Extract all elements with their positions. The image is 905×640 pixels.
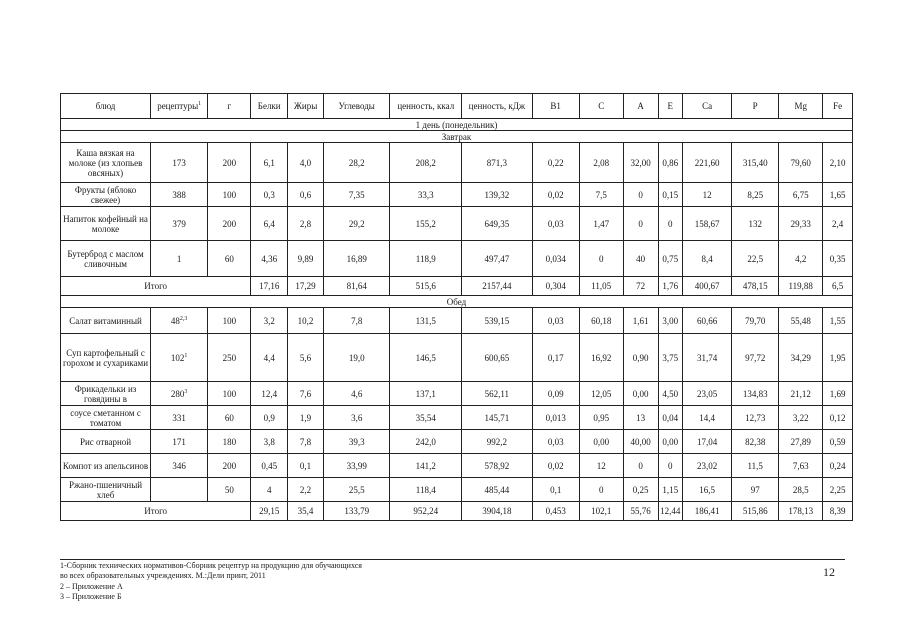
value-cell: 0: [623, 183, 658, 207]
value-cell: 0,3: [251, 183, 288, 207]
value-cell: 600,65: [462, 334, 533, 382]
total-value: 0,304: [532, 277, 579, 296]
value-cell: 34,29: [779, 334, 823, 382]
total-value: 29,15: [251, 502, 288, 521]
value-cell: 7,63: [779, 454, 823, 478]
total-label: Итого: [61, 502, 251, 521]
header-cell: P: [732, 94, 779, 119]
value-cell: 60,66: [683, 308, 732, 334]
total-value: 6,5: [823, 277, 853, 296]
value-cell: 1,47: [579, 207, 623, 241]
value-cell: 578,92: [462, 454, 533, 478]
value-cell: 25,5: [323, 478, 390, 502]
value-cell: 0,24: [823, 454, 853, 478]
total-value: 72: [623, 277, 658, 296]
value-cell: 1: [151, 241, 208, 277]
value-cell: 562,11: [462, 382, 533, 406]
value-cell: 0,95: [579, 406, 623, 430]
header-cell: B1: [532, 94, 579, 119]
value-cell: 0: [579, 241, 623, 277]
value-cell: 100: [208, 183, 251, 207]
total-value: 102,1: [579, 502, 623, 521]
value-cell: 4,4: [251, 334, 288, 382]
value-cell: [151, 478, 208, 502]
value-cell: $280^3$: [151, 382, 208, 406]
value-cell: 7,8: [323, 308, 390, 334]
recipe-footnote-mark: 2,3: [179, 315, 188, 322]
value-cell: 29,33: [779, 207, 823, 241]
total-value: 952,24: [390, 502, 462, 521]
lunch-title-row-cell: Обед: [61, 296, 853, 308]
value-cell: 17,04: [683, 430, 732, 454]
value-cell: 1,61: [623, 308, 658, 334]
header-row: [61, 94, 853, 119]
value-cell: 7,8: [288, 430, 324, 454]
meal-row: [61, 143, 853, 183]
total-value: 1,76: [658, 277, 683, 296]
value-cell: 0: [579, 478, 623, 502]
value-cell: 21,12: [779, 382, 823, 406]
total-value: 515,6: [390, 277, 462, 296]
meal-row: [61, 382, 853, 406]
value-cell: 16,89: [323, 241, 390, 277]
value-cell: 0,9: [251, 406, 288, 430]
value-cell: 0,03: [532, 207, 579, 241]
value-cell: 6,4: [251, 207, 288, 241]
value-cell: 4: [251, 478, 288, 502]
value-cell: 28,2: [323, 143, 390, 183]
value-cell: $102^1$: [151, 334, 208, 382]
value-cell: 0,02: [532, 454, 579, 478]
value-cell: 0,86: [658, 143, 683, 183]
meal-row: [61, 183, 853, 207]
lunch-total-row: [61, 502, 853, 521]
value-cell: 118,4: [390, 478, 462, 502]
total-value: 186,41: [683, 502, 732, 521]
page-number: 12: [823, 565, 835, 579]
value-cell: 0: [658, 454, 683, 478]
total-value: 2157,44: [462, 277, 533, 296]
total-value: 17,16: [251, 277, 288, 296]
value-cell: 97,72: [732, 334, 779, 382]
value-cell: 208,2: [390, 143, 462, 183]
value-cell: 35,54: [390, 406, 462, 430]
value-cell: 19,0: [323, 334, 390, 382]
header-cell: г: [208, 94, 251, 119]
value-cell: 7,5: [579, 183, 623, 207]
footnote-1: 1-Сборник технических нормативов-Сборник рецептур на продукцию для обучающихся: [60, 561, 362, 570]
value-cell: 3,2: [251, 308, 288, 334]
value-cell: 145,71: [462, 406, 533, 430]
value-cell: 134,83: [732, 382, 779, 406]
dish-name: Салат витаминный: [61, 308, 151, 334]
value-cell: 8,4: [683, 241, 732, 277]
total-value: 119,88: [779, 277, 823, 296]
value-cell: 539,15: [462, 308, 533, 334]
value-cell: 55,48: [779, 308, 823, 334]
value-cell: 27,89: [779, 430, 823, 454]
value-cell: 28,5: [779, 478, 823, 502]
value-cell: 5,6: [288, 334, 324, 382]
value-cell: 0,25: [623, 478, 658, 502]
value-cell: 132: [732, 207, 779, 241]
value-cell: 0,22: [532, 143, 579, 183]
value-cell: 158,67: [683, 207, 732, 241]
footnote-3: 3 – Приложение Б: [60, 592, 122, 601]
value-cell: 39,3: [323, 430, 390, 454]
meal-row: [61, 207, 853, 241]
value-cell: 50: [208, 478, 251, 502]
dish-name: Фрукты (яблоко свежее): [61, 183, 151, 207]
total-value: 12,44: [658, 502, 683, 521]
header-footnote-mark: 1: [198, 101, 202, 107]
header-cell: ценность, кДж: [462, 94, 533, 119]
total-value: 17,29: [288, 277, 324, 296]
value-cell: 0,04: [658, 406, 683, 430]
value-cell: 250: [208, 334, 251, 382]
value-cell: 0,35: [823, 241, 853, 277]
value-cell: 79,70: [732, 308, 779, 334]
header-cell: Mg: [779, 94, 823, 119]
value-cell: 3,22: [779, 406, 823, 430]
value-cell: 6,75: [779, 183, 823, 207]
value-cell: 0,17: [532, 334, 579, 382]
value-cell: 0,90: [623, 334, 658, 382]
value-cell: 23,02: [683, 454, 732, 478]
dish-name: Каша вязкая на молоке (из хлопьев овсяных): [61, 143, 151, 183]
value-cell: 3,6: [323, 406, 390, 430]
value-cell: 155,2: [390, 207, 462, 241]
value-cell: 33,3: [390, 183, 462, 207]
value-cell: 388: [151, 183, 208, 207]
value-cell: 242,0: [390, 430, 462, 454]
total-label: Итого: [61, 277, 251, 296]
meal-row: [61, 241, 853, 277]
value-cell: 16,5: [683, 478, 732, 502]
value-cell: 4,6: [323, 382, 390, 406]
value-cell: 97: [732, 478, 779, 502]
value-cell: 2,25: [823, 478, 853, 502]
value-cell: 13: [623, 406, 658, 430]
value-cell: 4,36: [251, 241, 288, 277]
dish-name: Ржано-пшеничный хлеб: [61, 478, 151, 502]
header-cell: Углеводы: [323, 94, 390, 119]
value-cell: 8,25: [732, 183, 779, 207]
value-cell: 31,74: [683, 334, 732, 382]
meal-row: [61, 478, 853, 502]
value-cell: 346: [151, 454, 208, 478]
value-cell: 12,73: [732, 406, 779, 430]
value-cell: 7,6: [288, 382, 324, 406]
total-value: 133,79: [323, 502, 390, 521]
value-cell: 180: [208, 430, 251, 454]
value-cell: 11,5: [732, 454, 779, 478]
value-cell: 12: [579, 454, 623, 478]
value-cell: 221,60: [683, 143, 732, 183]
value-cell: 379: [151, 207, 208, 241]
value-cell: 1,15: [658, 478, 683, 502]
total-value: 11,05: [579, 277, 623, 296]
header-cell: рецептуры$^1$: [151, 94, 208, 119]
dish-name: Рис отварной: [61, 430, 151, 454]
header-cell: A: [623, 94, 658, 119]
value-cell: 60: [208, 406, 251, 430]
meal-row: [61, 308, 853, 334]
value-cell: 40,00: [623, 430, 658, 454]
value-cell: 0,034: [532, 241, 579, 277]
day-title-row-cell: 1 день (понедельник): [61, 119, 853, 131]
total-value: 515,86: [732, 502, 779, 521]
value-cell: 2,8: [288, 207, 324, 241]
total-value: 3904,18: [462, 502, 533, 521]
value-cell: 100: [208, 308, 251, 334]
value-cell: 485,44: [462, 478, 533, 502]
value-cell: 0,00: [623, 382, 658, 406]
value-cell: 2,2: [288, 478, 324, 502]
value-cell: 0,00: [579, 430, 623, 454]
header-cell: блюд: [61, 94, 151, 119]
value-cell: 0,59: [823, 430, 853, 454]
value-cell: 0: [623, 454, 658, 478]
total-value: 81,64: [323, 277, 390, 296]
dish-name: Суп картофельный с горохом и сухариками: [61, 334, 151, 382]
lunch-title-row: [61, 296, 853, 308]
value-cell: 48$^{2,3}$: [151, 308, 208, 334]
header-cell: E: [658, 94, 683, 119]
value-cell: 871,3: [462, 143, 533, 183]
header-cell: Ca: [683, 94, 732, 119]
value-cell: 200: [208, 207, 251, 241]
value-cell: 1,95: [823, 334, 853, 382]
header-cell: Белки: [251, 94, 288, 119]
value-cell: 100: [208, 382, 251, 406]
value-cell: 0,02: [532, 183, 579, 207]
value-cell: 0,1: [532, 478, 579, 502]
value-cell: 3,75: [658, 334, 683, 382]
value-cell: 649,35: [462, 207, 533, 241]
value-cell: 131,5: [390, 308, 462, 334]
dish-name: Напиток кофейный на молоке: [61, 207, 151, 241]
value-cell: 60,18: [579, 308, 623, 334]
value-cell: 32,00: [623, 143, 658, 183]
value-cell: 60: [208, 241, 251, 277]
footnote-rule: [60, 559, 845, 560]
value-cell: 0,6: [288, 183, 324, 207]
value-cell: 2,4: [823, 207, 853, 241]
meal-row: [61, 406, 853, 430]
value-cell: 146,5: [390, 334, 462, 382]
recipe-footnote-mark: 3: [184, 388, 188, 395]
total-value: 55,76: [623, 502, 658, 521]
breakfast-title-row-cell: Завтрак: [61, 131, 853, 143]
value-cell: 0,03: [532, 308, 579, 334]
value-cell: 0: [658, 207, 683, 241]
value-cell: 22,5: [732, 241, 779, 277]
value-cell: 12,05: [579, 382, 623, 406]
total-value: 478,15: [732, 277, 779, 296]
value-cell: 33,99: [323, 454, 390, 478]
total-value: 0,453: [532, 502, 579, 521]
meal-row: [61, 454, 853, 478]
value-cell: 9,89: [288, 241, 324, 277]
value-cell: 139,32: [462, 183, 533, 207]
value-cell: 0: [623, 207, 658, 241]
footnote-2: 2 – Приложение А: [60, 582, 123, 591]
value-cell: 2,08: [579, 143, 623, 183]
meal-row: [61, 430, 853, 454]
value-cell: 16,92: [579, 334, 623, 382]
value-cell: 2,10: [823, 143, 853, 183]
meal-row: [61, 334, 853, 382]
value-cell: 0,00: [658, 430, 683, 454]
value-cell: 0,12: [823, 406, 853, 430]
value-cell: 0,1: [288, 454, 324, 478]
value-cell: 118,9: [390, 241, 462, 277]
value-cell: 315,40: [732, 143, 779, 183]
day-title-row: [61, 119, 853, 131]
value-cell: 7,35: [323, 183, 390, 207]
value-cell: 12: [683, 183, 732, 207]
value-cell: 1,65: [823, 183, 853, 207]
recipe-footnote-mark: 1: [184, 352, 188, 359]
value-cell: 0,45: [251, 454, 288, 478]
value-cell: 200: [208, 143, 251, 183]
total-value: 178,13: [779, 502, 823, 521]
value-cell: 79,60: [779, 143, 823, 183]
dish-name: Компот из апельсинов: [61, 454, 151, 478]
total-value: 400,67: [683, 277, 732, 296]
value-cell: 0,15: [658, 183, 683, 207]
value-cell: 23,05: [683, 382, 732, 406]
nutrition-table: [60, 93, 853, 521]
value-cell: 171: [151, 430, 208, 454]
value-cell: 137,1: [390, 382, 462, 406]
value-cell: 173: [151, 143, 208, 183]
total-value: 35,4: [288, 502, 324, 521]
total-value: 8,39: [823, 502, 853, 521]
value-cell: 497,47: [462, 241, 533, 277]
header-cell: C: [579, 94, 623, 119]
value-cell: 29,2: [323, 207, 390, 241]
value-cell: 6,1: [251, 143, 288, 183]
value-cell: 0,03: [532, 430, 579, 454]
value-cell: 82,38: [732, 430, 779, 454]
value-cell: 0,013: [532, 406, 579, 430]
value-cell: 12,4: [251, 382, 288, 406]
header-cell: Fe: [823, 94, 853, 119]
value-cell: 1,9: [288, 406, 324, 430]
dish-name: Фрикадельки из говядины в: [61, 382, 151, 406]
value-cell: 1,55: [823, 308, 853, 334]
value-cell: 14,4: [683, 406, 732, 430]
value-cell: 992,2: [462, 430, 533, 454]
breakfast-title-row: [61, 131, 853, 143]
value-cell: 1,69: [823, 382, 853, 406]
value-cell: 200: [208, 454, 251, 478]
header-cell: ценность, ккал: [390, 94, 462, 119]
value-cell: 4,50: [658, 382, 683, 406]
value-cell: 4,0: [288, 143, 324, 183]
dish-name: соусе сметанном с томатом: [61, 406, 151, 430]
value-cell: 331: [151, 406, 208, 430]
value-cell: 0,75: [658, 241, 683, 277]
value-cell: 141,2: [390, 454, 462, 478]
value-cell: 10,2: [288, 308, 324, 334]
header-cell: Жиры: [288, 94, 324, 119]
value-cell: 4,2: [779, 241, 823, 277]
value-cell: 0,09: [532, 382, 579, 406]
dish-name: Бутерброд с маслом сливочным: [61, 241, 151, 277]
breakfast-total-row: [61, 277, 853, 296]
footnote-1-cont: во всех образовательных учреждениях. М.:Дели принт, 2011: [60, 571, 266, 580]
value-cell: 40: [623, 241, 658, 277]
value-cell: 3,00: [658, 308, 683, 334]
value-cell: 3,8: [251, 430, 288, 454]
